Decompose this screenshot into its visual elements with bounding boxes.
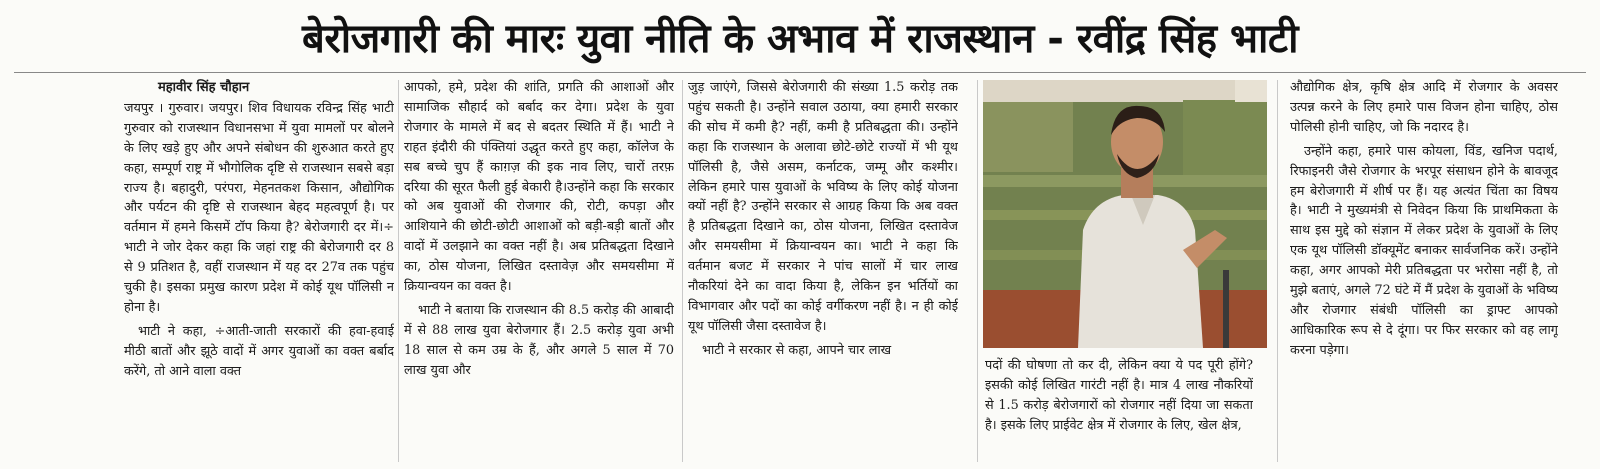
speaker-photo <box>983 80 1267 348</box>
column-divider <box>682 80 683 462</box>
column-divider <box>977 80 978 462</box>
paragraph: भाटी ने कहा, ÷आती-जाती सरकारों की हवा-हवाई मीठी बातों और झूठे वादों में अगर युवाओं का वक्त बर्बाद करेंगे, तो आने वाला वक्त <box>124 323 394 379</box>
byline: महावीर सिंह चौहान <box>158 80 250 95</box>
paragraph: उन्होंने कहा, हमारे पास कोयला, विंड, खनिज पदार्थ, रिफाइनरी जैसे रोजगार के भरपूर संसाधन होने के बावजूद हम बेरोजगारी में शीर्ष पर हैं। यह अत्यंत चिंता का विषय है। भाटी ने मुख्यमंत्री से निवेदन किया कि प्राथमिकता के साथ इस मुद्दे को संज्ञान में लेकर प्रदेश के युवाओं के लिए एक यूथ पॉलिसी डॉक्यूमेंट बनाकर सार्वजनिक करें। उन्होंने कहा, अगर आपको मेरी प्रतिबद्धता पर भरोसा नहीं है, तो मुझे बताएं, अगले 72 घंटे में मैं प्रदेश के युवाओं के भविष्य और रोजगार संबंधी पॉलिसी का ड्राफ्ट आपको आधिकारिक रूप से दे दूंगा। पर फिर सरकार को वह लागू करना पड़ेगा। <box>1290 143 1558 358</box>
article-column-5 <box>1290 78 1558 463</box>
paragraph: औद्योगिक क्षेत्र, कृषि क्षेत्र आदि में रोजगार के अवसर उत्पन्न करने के लिए हमारे पास विजन होना चाहिए, ठोस पोलिसी होनी चाहिए, जो कि नदारद है। <box>1290 80 1558 135</box>
page-top-strip <box>0 0 1600 6</box>
paragraph: जुड़ जाएंगे, जिससे बेरोजगारी की संख्या 1.5 करोड़ तक पहुंच सकती है। उन्होंने सवाल उठाया, क्या हमारी सरकार की सोच में कमी है? नहीं, कमी है प्रतिबद्धता की। उन्होंने कहा कि राजस्थान के अलावा छोटे-छोटे राज्यों में भी यूथ पॉलिसी है, जैसे असम, कर्नाटक, जम्मू और कश्मीर। लेकिन हमारे पास युवाओं के भविष्य के लिए कोई योजना क्यों नहीं है? उन्होंने सरकार से आग्रह किया कि अब वक्त है प्रतिबद्धता दिखाने का, ठोस योजना, लिखित दस्तावेज और समयसीमा में क्रियान्वयन का। भाटी ने कहा कि वर्तमान बजट में सरकार ने पांच सालों में चार लाख नौकरियां देने का वादा किया है, लेकिन इन भर्तियों का विभागवार और पदों का कोई वर्गीकरण नहीं है। न ही कोई यूथ पॉलिसी जैसा दस्तावेज है। <box>688 80 958 334</box>
article-column-3 <box>688 78 958 463</box>
paragraph: भाटी ने सरकार से कहा, आपने चार लाख <box>702 342 892 358</box>
column-divider <box>1277 80 1278 462</box>
article-column-2 <box>404 78 674 463</box>
headline: बेरोजगारी की मारः युवा नीति के अभाव में राजस्थान - रवींद्र सिंह भाटी <box>302 16 1298 62</box>
paragraph: भाटी ने बताया कि राजस्थान की 8.5 करोड़ की आबादी में से 88 लाख युवा बेरोजगार हैं। 2.5 करोड़ युवा अभी 18 साल से कम उम्र के हैं, और अगले 5 साल में 70 लाख युवा और <box>404 302 674 378</box>
column-divider <box>398 80 399 462</box>
paragraph: आपको, हमे, प्रदेश की शांति, प्रगति की आशाओं और सामाजिक सौहार्द को बर्बाद कर देगा। प्रदेश के युवा रोजगार के मामले में बद से बदतर स्थिति में हैं। भाटी ने राहत इंदौरी की पंक्तियां उद्धृत करते हुए कहा, कॉलेज के सब बच्चे चुप हैं काग़ज़ की इक नाव लिए, चारों तरफ़ दरिया की सूरत फैली हुई बेकारी है।उन्होंने कहा कि सरकार को अब युवाओं की रोजगार की, रोटी, कपड़ा और आशियाने की छोटी-छोटी आशाओं को बड़ी-बड़ी बातों और वादों में उलझाने का वक्त नहीं है। अब प्रतिबद्धता दिखाने का, ठोस योजना, लिखित दस्तावेज़ और समयसीमा में क्रियान्वयन का वक्त है। <box>404 80 674 295</box>
article-column-4 <box>985 356 1253 464</box>
headline-rule <box>14 72 1586 73</box>
paragraph: पदों की घोषणा तो कर दी, लेकिन क्या ये पद पूरी होंगे? इसकी कोई लिखित गारंटी नहीं है। मात्र 4 लाख नौकरियों से 1.5 करोड़ बेरोजगारों को रोजगार नहीं दिया जा सकता है। इसके लिए प्राईवेट क्षेत्र में रोजगार के लिए, खेल क्षेत्र, <box>985 358 1253 433</box>
paragraph: जयपुर । गुरुवार। जयपुर। शिव विधायक रविन्द्र सिंह भाटी गुरुवार को राजस्थान विधानसभा में युवा मामलों पर बोलने के लिए खड़े हुए और अपने संबोधन की शुरुआत करते हुए कहा, सम्पूर्ण राष्ट्र में भौगोलिक दृष्टि से राजस्थान सबसे बड़ा राज्य है। बहादुरी, परंपरा, मेहनतकश किसान, औद्योगिक और पर्यटन की दृष्टि से राजस्थान बेहद महत्वपूर्ण है। पर वर्तमान में हमने किसमें टॉप किया है? बेरोजगारी दर में।÷ भाटी ने जोर देकर कहा कि जहां राष्ट्र की बेरोजगारी दर 8 से 9 प्रतिशत है, वहीं राजस्थान में यह दर 27व तक पहुंच चुकी है। इसका प्रमुख कारण प्रदेश में कोई यूथ पॉलिसी न होना है। <box>124 100 394 315</box>
speaker-photo-illustration <box>983 80 1267 348</box>
article-column-1 <box>124 78 394 463</box>
